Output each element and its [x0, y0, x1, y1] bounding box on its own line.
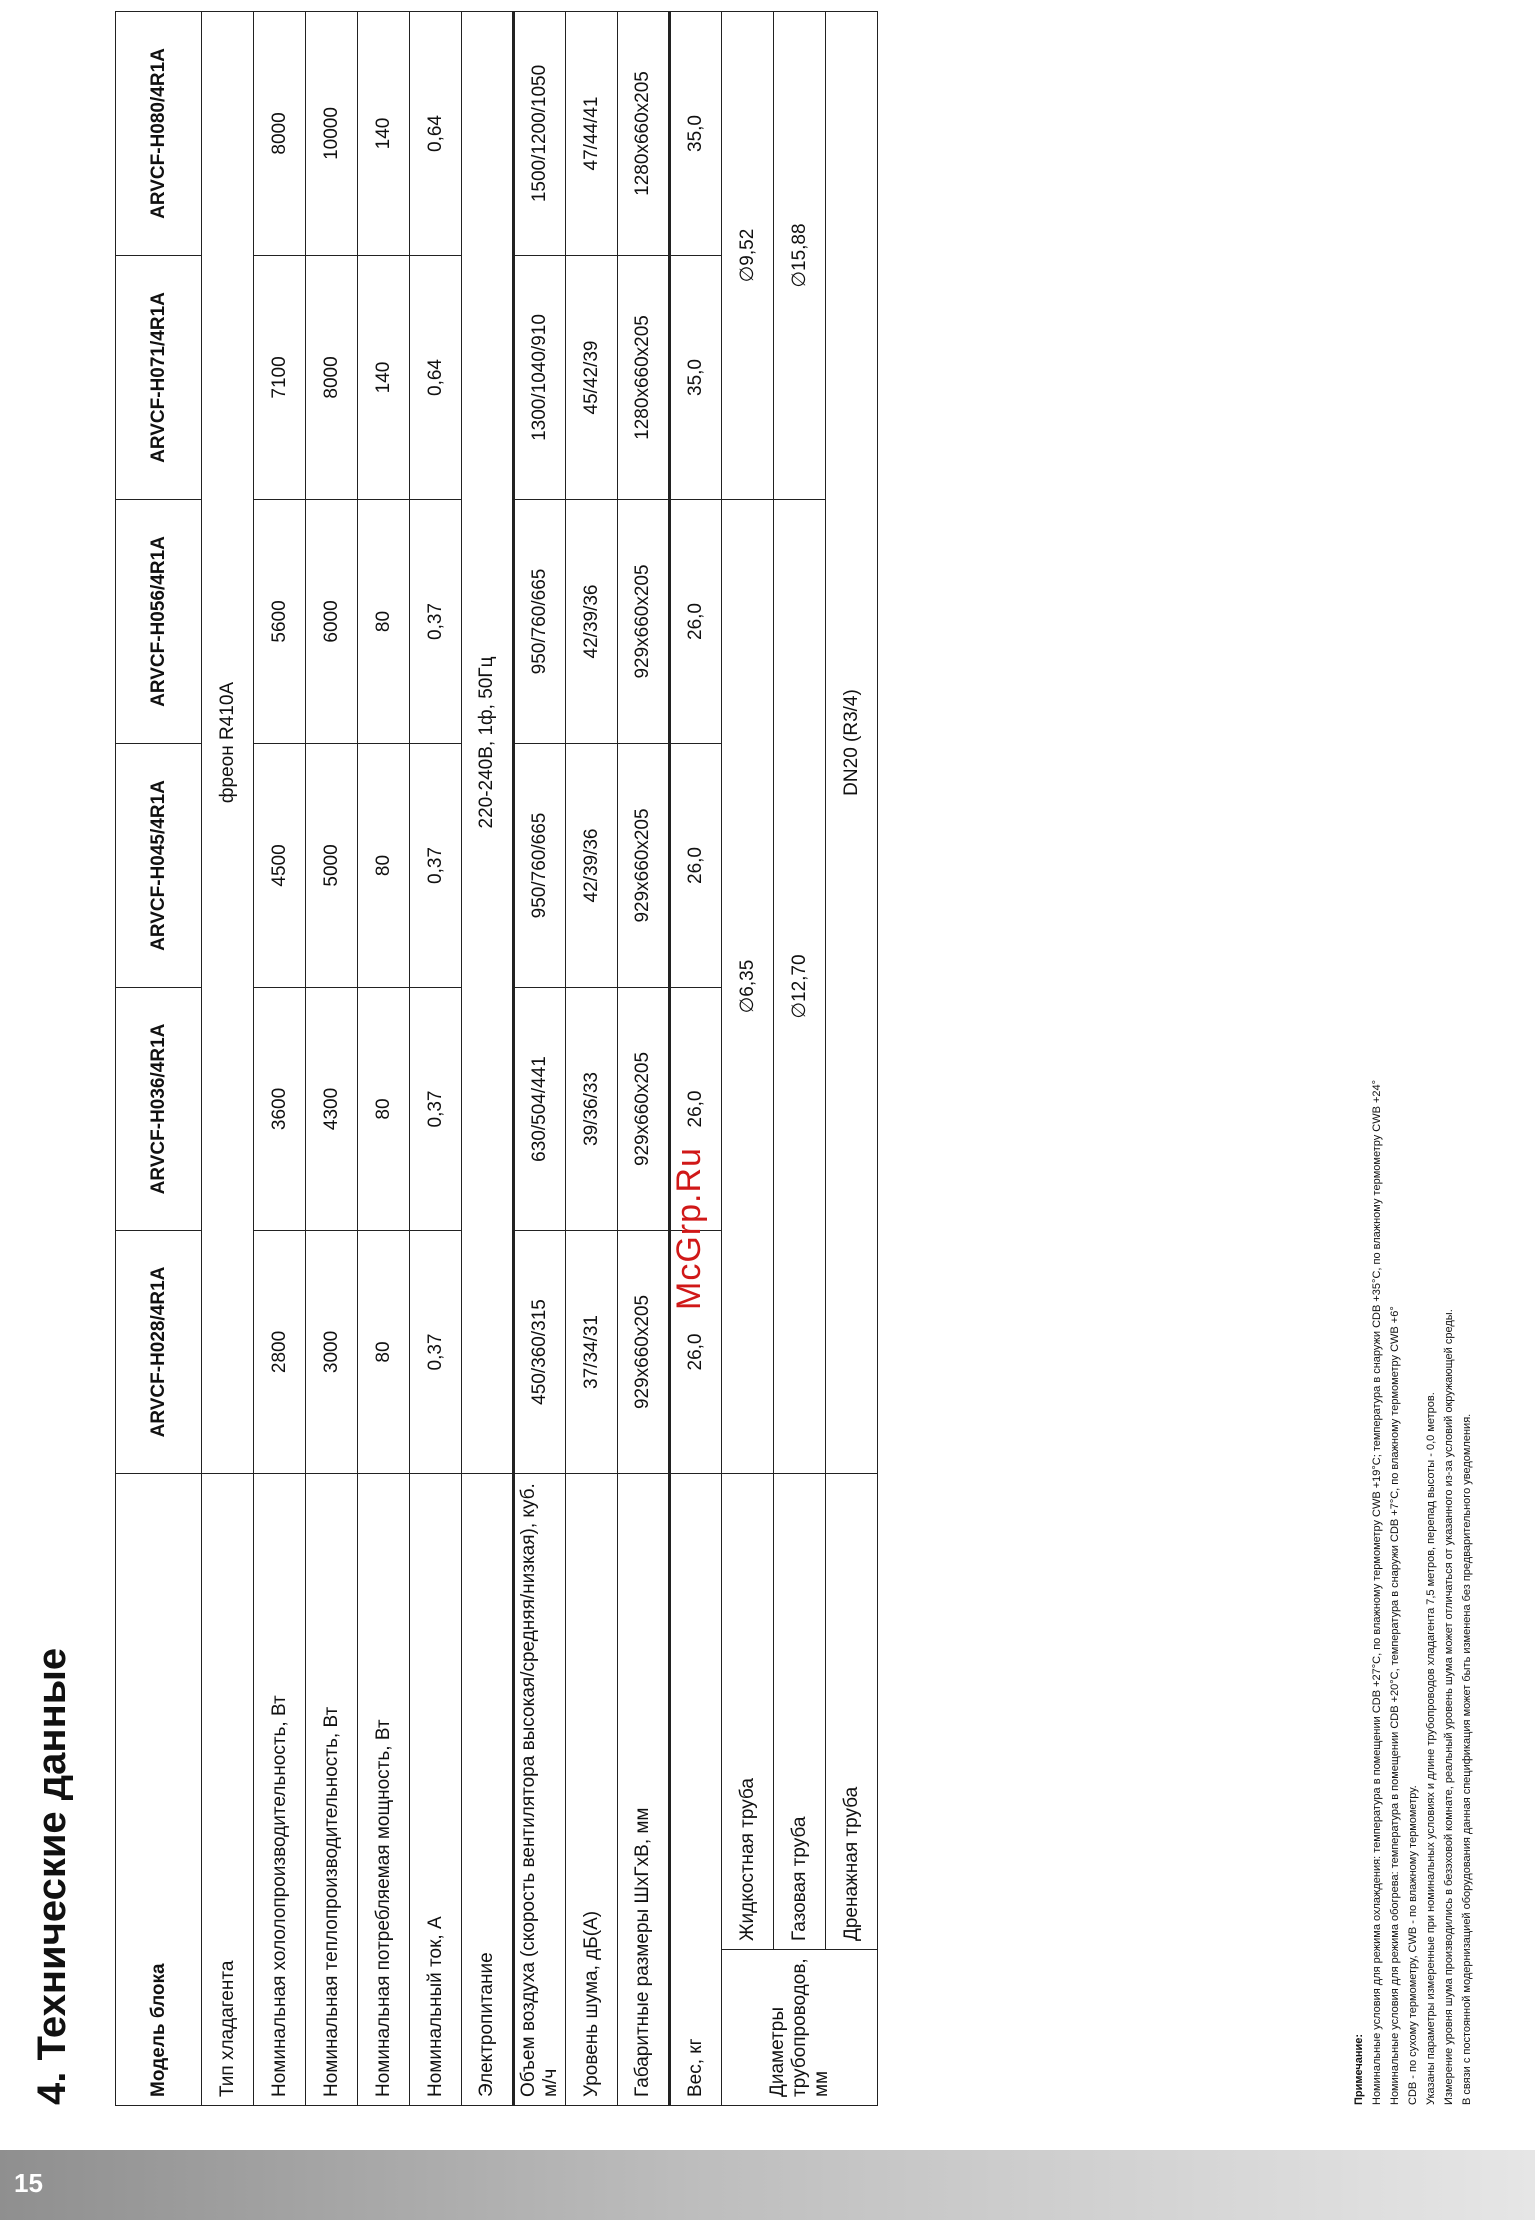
table-cell: 26,0 [670, 499, 722, 743]
row-label: Тип хладагента [202, 1473, 254, 2105]
table-cell: 929x660x205 [618, 1230, 670, 1473]
table-cell: 4300 [306, 987, 358, 1230]
row-label: Жидкостная труба [722, 1473, 774, 1949]
table-cell: 0,37 [410, 1230, 462, 1473]
page-number: 15 [14, 2168, 43, 2198]
table-cell: 6000 [306, 499, 358, 743]
table-cell: 630/504/441 [514, 987, 566, 1230]
table-cell: ∅6,35 [722, 499, 774, 1473]
row-group-label: Диаметры трубопроводов, мм [722, 1950, 878, 2106]
table-cell: 929x660x205 [618, 499, 670, 743]
table-cell: 1280x660x205 [618, 255, 670, 499]
table-cell: 0,64 [410, 255, 462, 499]
table-row-dimensions [618, 11, 670, 2105]
row-label: Номинальная хололопроизводительность, Вт [254, 1473, 306, 2105]
table-cell: 80 [358, 499, 410, 743]
model-header: ARVCF-H045/4R1A [116, 743, 202, 987]
model-header: ARVCF-H071/4R1A [116, 255, 202, 499]
table-row-power [358, 11, 410, 2105]
table-cell: 220-240В, 1ф, 50Гц [462, 11, 514, 1473]
table-cell: 450/360/315 [514, 1230, 566, 1473]
row-label: Газовая труба [774, 1473, 826, 1949]
spec-table [115, 11, 878, 2106]
table-cell: фреон R410A [202, 11, 254, 1473]
table-cell: 42/39/36 [566, 499, 618, 743]
table-cell: 5000 [306, 743, 358, 987]
table-cell: 3600 [254, 987, 306, 1230]
model-header: ARVCF-H028/4R1A [116, 1230, 202, 1473]
row-label: Номинальная теплопроизводительность, Вт [306, 1473, 358, 2105]
table-cell: 929x660x205 [618, 987, 670, 1230]
table-cell: 45/42/39 [566, 255, 618, 499]
page-title: 4. Технические данные [30, 1647, 74, 2105]
table-cell: 26,0 [670, 1230, 722, 1473]
table-row-airflow [514, 11, 566, 2105]
table-cell: 929x660x205 [618, 743, 670, 987]
table-row-supply [462, 11, 514, 2105]
table-cell: 4500 [254, 743, 306, 987]
table-cell: 140 [358, 255, 410, 499]
corner-label: Модель блока [116, 1473, 202, 2105]
note-line: Измерение уровня шума производились в безэховой комнате, реальный уровень шума может отличаться от указанного из-за условий окружающей среды. [1443, 1309, 1455, 2105]
table-cell: 47/44/41 [566, 11, 618, 255]
page-footer-bar [0, 2150, 1535, 2220]
table-row-current [410, 11, 462, 2105]
table-cell: 35,0 [670, 255, 722, 499]
table-cell: 2800 [254, 1230, 306, 1473]
table-cell: DN20 (R3/4) [826, 11, 878, 1473]
row-label: Вес, кг [670, 1473, 722, 2105]
row-label: Дренажная труба [826, 1473, 878, 1949]
table-cell: 7100 [254, 255, 306, 499]
row-label: Номинальный ток, А [410, 1473, 462, 2105]
row-label: Габаритные размеры ШхГхВ, мм [618, 1473, 670, 2105]
table-cell: 80 [358, 987, 410, 1230]
note-line: Номинальные условия для режима охлаждения: температура в помещении CDB +27°C, по влажному термометру CWB +19°C; температура в снаружи CDB +35°C, по влажному термометру CWB +24° [1371, 1079, 1383, 2105]
notes-title: Примечание: [1353, 2033, 1365, 2105]
table-cell: 0,64 [410, 11, 462, 255]
table-row-liquid-pipe [722, 11, 774, 2105]
table-cell: 950/760/665 [514, 743, 566, 987]
table-row-weight [670, 11, 722, 2105]
model-header: ARVCF-H080/4R1A [116, 11, 202, 255]
table-cell: 0,37 [410, 987, 462, 1230]
table-row-noise [566, 11, 618, 2105]
table-row-refrigerant [202, 11, 254, 2105]
table-cell: 80 [358, 743, 410, 987]
table-cell: 1280x660x205 [618, 11, 670, 255]
note-line: Номинальные условия для режима обогрева: температура в помещении CDB +20°C, температура в снаружи CDB +7°C, по влажному термометру CWB +6° [1389, 1306, 1401, 2105]
table-cell: ∅12,70 [774, 499, 826, 1473]
table-cell: 37/34/31 [566, 1230, 618, 1473]
table-row-models [116, 11, 202, 2105]
table-cell: 26,0 [670, 987, 722, 1230]
model-header: ARVCF-H056/4R1A [116, 499, 202, 743]
note-line: В связи с постоянной модернизацией оборудования данная спецификация может быть изменена без предварительного уведомления. [1461, 1413, 1473, 2105]
notes-block [1350, 105, 1476, 2105]
table-cell: 42/39/36 [566, 743, 618, 987]
table-row-cooling [254, 11, 306, 2105]
table-cell: 26,0 [670, 743, 722, 987]
table-cell: 3000 [306, 1230, 358, 1473]
table-cell: 39/36/33 [566, 987, 618, 1230]
table-cell: 8000 [254, 11, 306, 255]
table-row-drain-pipe [826, 11, 878, 2105]
note-line: CDB - по сухому термометру, CWB - по влажному термометру. [1407, 1785, 1419, 2105]
table-row-heating [306, 11, 358, 2105]
table-cell: ∅15,88 [774, 11, 826, 499]
table-row-gas-pipe [774, 11, 826, 2105]
table-cell: 1500/1200/1050 [514, 11, 566, 255]
table-cell: 35,0 [670, 11, 722, 255]
table-cell: 10000 [306, 11, 358, 255]
model-header: ARVCF-H036/4R1A [116, 987, 202, 1230]
table-cell: 8000 [306, 255, 358, 499]
table-cell: 5600 [254, 499, 306, 743]
watermark: McGrp.Ru [670, 1147, 708, 1310]
row-label: Электропитание [462, 1473, 514, 2105]
table-cell: 950/760/665 [514, 499, 566, 743]
table-cell: 80 [358, 1230, 410, 1473]
row-label: Объем воздуха (скорость вентилятора высокая/средняя/низкая), куб. м/ч [514, 1473, 566, 2105]
row-label: Номинальная потребляемая мощность, Вт [358, 1473, 410, 2105]
table-cell: ∅9,52 [722, 11, 774, 499]
note-line: Указаны параметры измеренные при номинальных условиях и длине трубопроводов хладагента 7,5 метров, перепад высоты - 0,0 метров. [1425, 1392, 1437, 2105]
row-label: Уровень шума, дБ(А) [566, 1473, 618, 2105]
table-cell: 0,37 [410, 743, 462, 987]
table-cell: 140 [358, 11, 410, 255]
table-cell: 1300/1040/910 [514, 255, 566, 499]
table-cell: 0,37 [410, 499, 462, 743]
